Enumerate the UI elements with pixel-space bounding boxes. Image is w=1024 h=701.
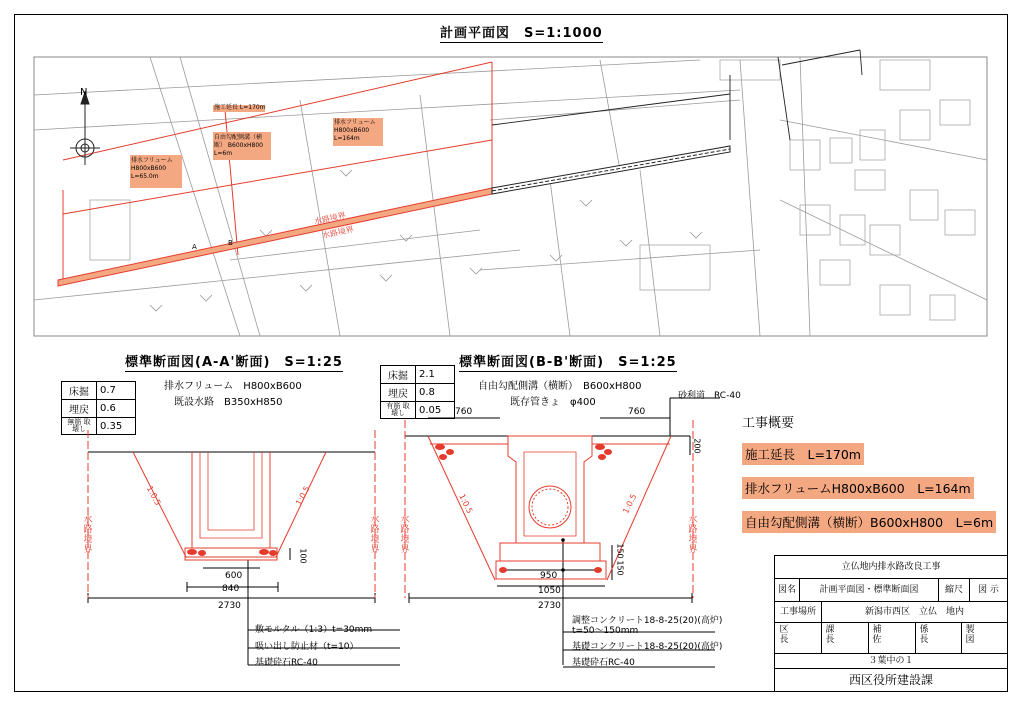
title-block-project: 立仏地内排水路改良工事 (775, 556, 1007, 579)
table-row: 埋戻 0.8 (381, 384, 455, 402)
title-block-drawing-name: 計画平面図・標準断面図 (800, 579, 939, 602)
role-label: 補佐 (872, 625, 882, 645)
section-b-slope-right: 1:0.5 (621, 492, 639, 515)
role-label: 区長 (779, 625, 789, 645)
section-b-boundary-right: 水路境界 (688, 515, 698, 555)
section-b-dim-760-right: 760 (628, 407, 646, 417)
section-a-dim-840: 840 (222, 584, 240, 594)
section-a-boundary-right: 水路境界 (370, 515, 380, 555)
table-row: 床掘 2.1 (381, 366, 455, 384)
table-row: 床掘 0.7 (62, 382, 136, 400)
section-a-note-3: 基礎砕石RC-40 (255, 658, 318, 668)
section-a-dim-600: 600 (225, 571, 243, 581)
role-label: 係長 (919, 625, 929, 645)
section-marker-a: A (192, 243, 197, 251)
divider (821, 623, 822, 653)
title-block (774, 555, 1008, 692)
divider (868, 623, 869, 653)
title-block-office: 西区役所建設課 (848, 673, 933, 687)
plan-callout-3: 排水フリューム H800xB600 L=164m (334, 119, 376, 142)
title-block-site-label: 工事場所 (775, 602, 822, 623)
divider (915, 623, 916, 653)
section-b-dim-1050: 1050 (538, 586, 561, 596)
title-block-site-value: 新潟市西区 立仏 地内 (822, 602, 1007, 623)
section-b-slope-left: 1:0.5 (457, 492, 475, 515)
title-block-approvals (775, 623, 1007, 654)
section-b-dim-150-bottom: 150 (615, 560, 625, 576)
section-b-title: 標準断面図(B-B'断面) S=1:25 (459, 355, 677, 370)
divider (961, 623, 962, 653)
plan-title: 計画平面図 S=1:1000 (440, 26, 603, 41)
section-marker-b: B (228, 239, 233, 247)
section-b-dim-760-left: 760 (455, 407, 473, 417)
summary-item: 排水フリュームH800xB600 L=164m (742, 477, 974, 499)
role-label: 製図 (965, 625, 975, 645)
section-b-gravel-label: 砂利道 RC-40 (678, 391, 741, 401)
section-b-dim-200: 200 (692, 438, 702, 454)
section-b-dim-950: 950 (540, 571, 558, 581)
section-a-slope-right: 1:0.5 (294, 484, 312, 507)
section-b-note-2: 基礎コンクリート18-8-25(20)(高炉) (572, 642, 723, 652)
section-b-dim-2730: 2730 (538, 601, 561, 611)
section-a-boundary-left: 水路境界 (83, 515, 93, 555)
section-a-dim-100: 100 (298, 548, 308, 564)
section-b-label-1: 自由勾配側溝（横断） B600xH800 (478, 381, 642, 392)
title-block-drawing-label: 図名 (775, 579, 800, 602)
section-b-note-1: 調整コンクリート18-8-25(20)(高炉) t=50～150mm (572, 616, 723, 636)
plan-callout-4: 排水フリューム H800xB600 L=65.0m (131, 157, 173, 180)
summary-item: 自由勾配側溝（横断）B600xH800 L=6m (742, 511, 996, 533)
table-row: 埋戻 0.6 (62, 400, 136, 418)
section-b-note-3: 基礎砕石RC-40 (572, 658, 635, 668)
title-block-scale-value: 図 示 (970, 579, 1007, 602)
section-b-boundary-left: 水路境界 (400, 515, 410, 555)
role-label: 課長 (825, 625, 835, 645)
north-label: N (80, 87, 88, 98)
section-a-label-1: 排水フリューム H800xB600 (164, 381, 302, 392)
title-block-scale-label: 縮尺 (939, 579, 970, 602)
section-b-dim-150-top: 150 (615, 543, 625, 559)
section-a-note-2: 吸い出し防止材（t=10） (255, 642, 359, 652)
plan-boundary-1: 水路境界 (313, 210, 347, 227)
section-a-label-2: 既設水路 B350xH850 (174, 397, 283, 408)
section-a-title: 標準断面図(A-A'断面) S=1:25 (125, 355, 343, 370)
section-b-label-2: 既存管きょ φ400 (510, 397, 596, 408)
section-a-slope-left: 1:0.5 (144, 484, 163, 507)
title-block-sheet: ３葉中の１ (775, 654, 1007, 669)
plan-callout-1: 施工延長 L=170m (214, 104, 266, 111)
work-summary-heading: 工事概要 (742, 416, 795, 431)
work-summary (742, 412, 996, 545)
plan-boundary-2: 水路境界 (321, 224, 355, 241)
table-row: 無筋 取壊し 0.35 (62, 418, 136, 435)
section-a-dim-2730: 2730 (218, 601, 241, 611)
summary-item: 施工延長 L=170m (742, 443, 864, 465)
plan-callout-2: 自由勾配側溝（横断） B600xH800 L=6m (214, 134, 263, 157)
table-row: 有筋 取壊し 0.05 (381, 402, 455, 419)
section-a-note-1: 敷モルタル（1:3）t=30mm (255, 625, 373, 635)
